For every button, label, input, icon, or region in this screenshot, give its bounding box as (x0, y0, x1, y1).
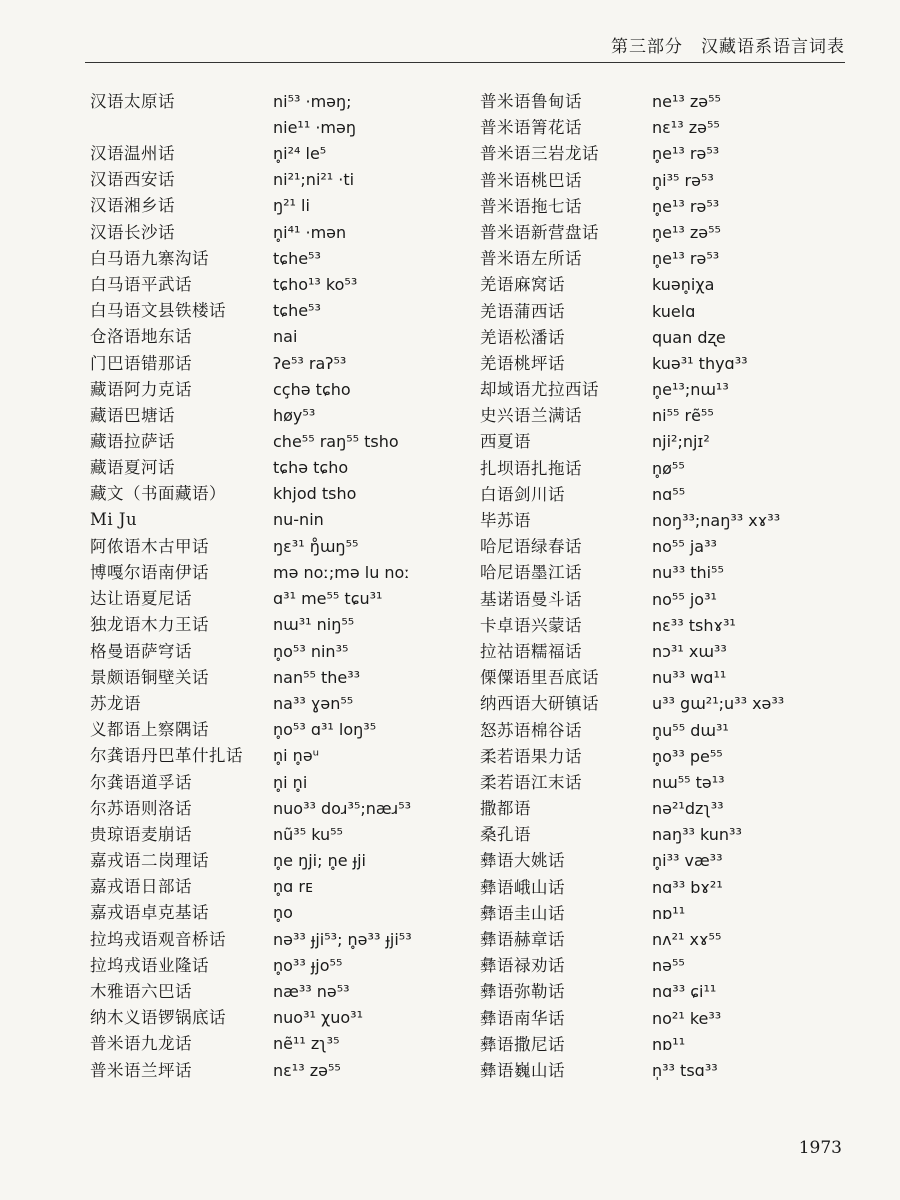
entry-row (480, 376, 784, 402)
word-form: n̥o⁵³ nin³⁵ (273, 641, 349, 661)
dialect-name: 彝语禄劝话 (480, 956, 565, 976)
word-form: nuo³³ doɹ³⁵;næɹ⁵³ (273, 798, 412, 818)
dialect-name: 羌语蒲西话 (480, 301, 565, 321)
dialect-name: 却域语尤拉西话 (480, 380, 599, 400)
word-form: nɑ³³ ɕi¹¹ (652, 982, 717, 1002)
word-form: no⁵⁵ jo³¹ (652, 589, 717, 609)
entry-row (480, 847, 784, 873)
dialect-name: 汉语温州话 (90, 144, 175, 163)
word-form: tɕhe⁵³ (273, 301, 321, 321)
dialect-name: 扎坝语扎拖话 (480, 458, 582, 478)
dialect-name: 羌语桃坪话 (480, 353, 565, 373)
dialect-name: 白马语平武话 (90, 274, 192, 294)
word-form: nɑ⁵⁵ (652, 484, 686, 504)
dialect-name: 义都语上察隅话 (90, 720, 209, 740)
word-form: che⁵⁵ raŋ⁵⁵ tsho (273, 432, 399, 452)
entry-row (90, 821, 412, 847)
word-form: nan⁵⁵ the³³ (273, 667, 361, 687)
word-form: nu-nin (273, 509, 324, 529)
dialect-name: 普米语桃巴话 (480, 170, 582, 190)
dialect-name: 彝语弥勒话 (480, 982, 565, 1002)
word-form: noŋ³³;naŋ³³ xɤ³³ (652, 511, 781, 530)
entry-row (480, 245, 784, 271)
dialect-name: 尔龚语丹巴革什扎话 (90, 746, 243, 766)
entry-row (480, 1031, 784, 1057)
dialect-name: 彝语峨山话 (480, 877, 565, 897)
entry-row (480, 271, 784, 297)
dialect-name: 西夏语 (480, 432, 531, 452)
entry-row (90, 795, 412, 821)
entry-row (90, 1030, 412, 1056)
entry-row (480, 167, 784, 193)
dialect-name: 普米语箐花话 (480, 118, 582, 138)
word-form: nũ³⁵ ku⁵⁵ (273, 824, 343, 844)
dialect-name: 基诺语曼斗话 (480, 589, 582, 609)
entry-row (90, 847, 412, 873)
entry-row (480, 1005, 784, 1031)
dialect-name: 木雅语六巴话 (90, 982, 192, 1001)
word-form: nɒ¹¹ (652, 1034, 686, 1054)
word-form: nɯ³¹ niŋ⁵⁵ (273, 615, 355, 635)
entry-row (90, 690, 412, 716)
entry-row (480, 638, 784, 664)
word-form: ʔe⁵³ raʔ⁵³ (273, 353, 347, 373)
entry-row (90, 323, 412, 349)
dialect-name: 羌语松潘话 (480, 327, 565, 347)
word-form: n̥o³³ ɟjo⁵⁵ (273, 955, 343, 975)
entry-row (480, 821, 784, 847)
dialect-name: 嘉戎语二岗理话 (90, 851, 209, 871)
word-form: n̥e¹³ rə⁵³ (652, 249, 720, 269)
entry-row (90, 742, 412, 768)
word-form: kuən̥iχa (652, 275, 715, 295)
dialect-name: 达让语夏尼话 (90, 589, 192, 609)
entry-row (480, 612, 784, 638)
dialect-name: 藏语拉萨话 (90, 432, 175, 452)
dialect-name: 藏语阿力克话 (90, 379, 192, 399)
word-form: nẽ¹¹ zʅ³⁵ (273, 1034, 340, 1054)
dialect-name: 拉祜语糯福话 (480, 641, 582, 661)
entry-row (480, 769, 784, 795)
dialect-name: 汉语西安话 (90, 170, 175, 190)
dialect-name: 桑孔语 (480, 825, 531, 845)
entry-row (90, 638, 412, 664)
word-form: n̥ɑ rᴇ (273, 877, 313, 897)
entry-row (480, 507, 784, 533)
entry-row (480, 559, 784, 585)
dialect-name: 藏语巴塘话 (90, 405, 175, 425)
entry-row (90, 559, 412, 585)
dialect-name: 嘉戎语日部话 (90, 877, 192, 897)
entry-row (90, 507, 412, 533)
word-form: no²¹ ke³³ (652, 1008, 722, 1028)
dialect-name: 怒苏语棉谷话 (480, 720, 582, 740)
header-title: 第三部分 汉藏语系语言词表 (611, 37, 845, 57)
word-form: n̥i n̥i (273, 772, 308, 792)
dialect-name: 普米语左所话 (480, 249, 582, 269)
dialect-name: 纳西语大研镇话 (480, 694, 599, 714)
dialect-name: 尔苏语则洛话 (90, 798, 192, 818)
entry-row (90, 873, 412, 899)
entry-row (90, 219, 412, 245)
entry-row (90, 245, 412, 271)
word-form: ni²¹;ni²¹ ·ti (273, 170, 355, 190)
entry-row (90, 1004, 412, 1030)
dialect-name: 独龙语木力王话 (90, 615, 209, 635)
entry-row (480, 978, 784, 1004)
entry-row (480, 926, 784, 952)
left-column (90, 88, 412, 1083)
dialect-name: 纳木义语锣锅底话 (90, 1008, 226, 1028)
word-form: nɛ³³ tshɤ³¹ (652, 615, 736, 635)
dialect-name: 柔若语果力话 (480, 746, 582, 766)
dialect-name: 嘉戎语卓克基话 (90, 903, 209, 923)
word-form: tɕho¹³ ko⁵³ (273, 274, 358, 294)
dialect-name: 彝语南华话 (480, 1008, 565, 1028)
word-form: kuelɑ (652, 301, 696, 321)
word-form: kuə³¹ thyɑ³³ (652, 353, 748, 373)
word-form: nu³³ thi⁵⁵ (652, 563, 724, 583)
dialect-name: 普米语兰坪话 (90, 1060, 192, 1080)
word-form: nʌ²¹ xɤ⁵⁵ (652, 930, 722, 949)
dialect-name: 拉坞戎语业隆话 (90, 955, 209, 975)
dialect-name: 卡卓语兴蒙话 (480, 615, 582, 635)
word-form: n̥e¹³ rə⁵³ (652, 144, 720, 164)
dialect-name: 汉语太原话 (90, 92, 175, 111)
dialect-name: 毕苏语 (480, 511, 531, 530)
word-form: quan dʐe (652, 327, 726, 347)
dialect-name: 撒都语 (480, 799, 531, 819)
word-form: n̥o (273, 903, 293, 923)
word-form: nɛ¹³ zə⁵⁵ (652, 118, 720, 138)
entry-row (480, 402, 784, 428)
entry-row (90, 454, 412, 480)
entry-row (480, 428, 784, 454)
dialect-name: 苏龙语 (90, 693, 141, 713)
entry-row (480, 874, 784, 900)
entry-row (90, 926, 412, 952)
word-form: nə³³ ɟji⁵³; n̥ə³³ ɟji⁵³ (273, 929, 412, 949)
dialect-name: 尔龚语道孚话 (90, 772, 192, 792)
word-form: ne¹³ zə⁵⁵ (652, 92, 721, 111)
dialect-name: 柔若语江末话 (480, 772, 582, 792)
entry-row (480, 690, 784, 716)
right-column (480, 88, 784, 1083)
entry-row (90, 402, 412, 428)
word-form: n̥o⁵³ ɑ³¹ loŋ³⁵ (273, 720, 377, 740)
entry-row (480, 324, 784, 350)
entry-row (480, 219, 784, 245)
word-form: ɑ³¹ me⁵⁵ tɕu³¹ (273, 589, 383, 609)
dialect-name: 博嘎尔语南伊话 (90, 563, 209, 582)
dialect-name: 傈僳语里吾底话 (480, 668, 599, 688)
dialect-name: 汉语湘乡话 (90, 196, 175, 216)
word-form: n̥i³⁵ rə⁵³ (652, 170, 714, 190)
dialect-name: 格曼语萨穹话 (90, 641, 192, 661)
word-form: nu³³ wɑ¹¹ (652, 668, 727, 688)
entry-row (90, 140, 412, 166)
word-form: n̥e ŋji; n̥e ɟji (273, 851, 366, 871)
dialect-name: 白语剑川话 (480, 484, 565, 504)
entry-row (90, 88, 412, 140)
word-form: no⁵⁵ ja³³ (652, 537, 717, 557)
word-form: nɔ³¹ xɯ³³ (652, 641, 727, 661)
word-form: tɕhə tɕho (273, 458, 349, 478)
entry-row (480, 481, 784, 507)
entry-row (90, 297, 412, 323)
word-form: høy⁵³ (273, 405, 316, 425)
dialect-name: 拉坞戎语观音桥话 (90, 929, 226, 949)
word-form: nɯ⁵⁵ tə¹³ (652, 772, 725, 792)
entry-row (480, 114, 784, 140)
dialect-name: 仓洛语地东话 (90, 327, 192, 347)
word-form: tɕhe⁵³ (273, 248, 321, 268)
dialect-name: 彝语撒尼话 (480, 1034, 565, 1054)
word-form: n̥i²⁴ le⁵ (273, 144, 327, 163)
word-form: nji²;njɪ² (652, 432, 710, 452)
entry-row (90, 350, 412, 376)
dialect-name: 藏语夏河话 (90, 458, 175, 478)
entry-row (90, 952, 412, 978)
entry-row (480, 193, 784, 219)
word-form: næ³³ nə⁵³ (273, 982, 350, 1001)
dialect-name: 彝语圭山话 (480, 903, 565, 923)
word-form: n̥i³³ væ³³ (652, 851, 723, 871)
word-form: n̥ø⁵⁵ (652, 458, 685, 478)
dialect-name: 普米语三岩龙话 (480, 144, 599, 164)
entry-row (480, 900, 784, 926)
entry-row (90, 769, 412, 795)
word-form: ni⁵⁵ rẽ⁵⁵ (652, 406, 714, 426)
entry-row (90, 611, 412, 637)
word-form: u³³ gɯ²¹;u³³ xə³³ (652, 694, 785, 714)
word-form: na³³ ɣən⁵⁵ (273, 693, 354, 713)
entry-row (480, 350, 784, 376)
dialect-name: 景颇语铜壁关话 (90, 667, 209, 687)
dialect-name: Mi Ju (90, 509, 138, 529)
page-number: 1973 (798, 1138, 842, 1158)
word-form: naŋ³³ kun³³ (652, 825, 742, 845)
entry-row (90, 192, 412, 218)
dialect-name: 羌语麻窝话 (480, 275, 565, 295)
entry-row (480, 298, 784, 324)
word-form: n̥i⁴¹ ·mən (273, 222, 347, 242)
dialect-name: 汉语长沙话 (90, 222, 175, 242)
entry-row (90, 428, 412, 454)
word-form: n̥e¹³ zə⁵⁵ (652, 222, 721, 242)
word-form: nai (273, 327, 298, 347)
word-form: n̥o³³ pe⁵⁵ (652, 746, 723, 766)
dialect-name: 阿侬语木古甲话 (90, 536, 209, 556)
word-form: mə noː;mə lu noː (273, 563, 410, 582)
entry-row (480, 743, 784, 769)
word-form: nɛ¹³ zə⁵⁵ (273, 1060, 341, 1080)
entry-row (90, 1057, 412, 1083)
word-form: n̩³³ tsɑ³³ (652, 1060, 718, 1080)
dialect-name: 藏文（书面藏语） (90, 484, 226, 504)
word-form: n̥i n̥əᵘ (273, 746, 320, 766)
dialect-name: 白马语九寨沟话 (90, 248, 209, 268)
dialect-name: 门巴语错那话 (90, 353, 192, 373)
word-form: nə⁵⁵ (652, 956, 685, 976)
word-form: khjod tsho (273, 484, 357, 504)
dialect-name: 普米语鲁甸话 (480, 92, 582, 111)
word-form: cçhə tɕho (273, 379, 351, 399)
entry-row (480, 795, 784, 821)
dialect-name: 哈尼语绿春话 (480, 537, 582, 557)
word-form: nɑ³³ bɤ²¹ (652, 877, 723, 897)
word-form: ŋ²¹ li (273, 196, 310, 216)
dialect-name: 普米语新营盘话 (480, 222, 599, 242)
dialect-name: 普米语拖七话 (480, 196, 582, 216)
entry-row (480, 952, 784, 978)
word-form: n̥e¹³;nɯ¹³ (652, 380, 729, 400)
entry-row (90, 899, 412, 925)
word-form: nə²¹dzʅ³³ (652, 799, 724, 819)
word-form: ni⁵³ ·məŋ; nie¹¹ ·məŋ (273, 92, 356, 137)
entry-row (90, 585, 412, 611)
entry-row (90, 533, 412, 559)
word-form: nɒ¹¹ (652, 903, 686, 923)
entry-row (90, 480, 412, 506)
entry-row (90, 166, 412, 192)
dialect-name: 史兴语兰满话 (480, 406, 582, 426)
dialect-name: 哈尼语墨江话 (480, 563, 582, 583)
entry-row (480, 533, 784, 559)
entry-row (480, 455, 784, 481)
dialect-name: 彝语巍山话 (480, 1060, 565, 1080)
entry-row (480, 1057, 784, 1083)
word-form: n̥u⁵⁵ dɯ³¹ (652, 720, 729, 740)
word-form: n̥e¹³ rə⁵³ (652, 196, 720, 216)
entry-row (90, 664, 412, 690)
entry-row (480, 717, 784, 743)
entry-row (480, 88, 784, 114)
entry-row (480, 140, 784, 166)
dialect-name: 彝语大姚话 (480, 851, 565, 871)
entry-row (480, 586, 784, 612)
entry-row (90, 271, 412, 297)
entry-row (480, 664, 784, 690)
word-form: ŋɛ³¹ ŋ̊ɯŋ⁵⁵ (273, 536, 359, 556)
dialect-name: 普米语九龙话 (90, 1034, 192, 1054)
entry-row (90, 978, 412, 1004)
running-header (85, 28, 845, 63)
entry-row (90, 716, 412, 742)
word-form: nuo³¹ χuo³¹ (273, 1008, 363, 1028)
dialect-name: 白马语文县铁楼话 (90, 301, 226, 321)
dialect-name: 贵琼语麦崩话 (90, 824, 192, 844)
entry-row (90, 376, 412, 402)
dialect-name: 彝语赫章话 (480, 930, 565, 949)
